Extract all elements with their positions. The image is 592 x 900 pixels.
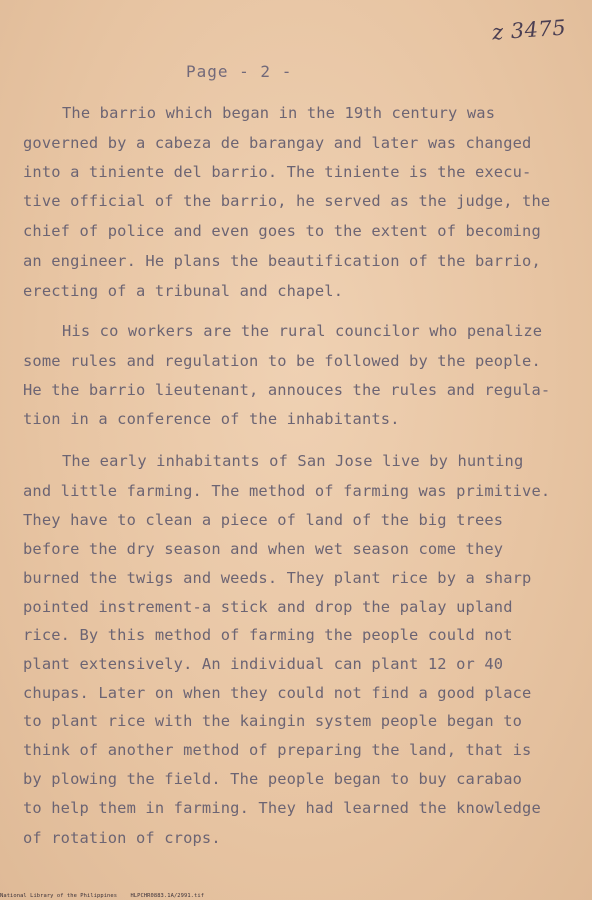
text-line: chupas. Later on when they could not find a good place [23, 684, 532, 702]
text-line: to plant rice with the kaingin system people began to [23, 712, 523, 730]
text-line: The barrio which began in the 19th century was [62, 104, 496, 122]
handwritten-annotation: z 3475 [491, 15, 567, 45]
text-line: The early inhabitants of San Jose live by hunting [62, 452, 524, 470]
scan-footer [0, 893, 214, 899]
text-line: burned the twigs and weeds. They plant rice by a sharp [23, 569, 532, 587]
text-line: chief of police and even goes to the extent of becoming [23, 222, 541, 240]
text-line: erecting of a tribunal and chapel. [23, 282, 344, 300]
library-credit: National Library of the Philippines [0, 893, 118, 899]
text-line: tive official of the barrio, he served as the judge, the [23, 192, 551, 210]
file-name: HLPCHR0883.1A/2991.tif [130, 893, 205, 899]
text-line: into a tiniente del barrio. The tiniente is the execu- [23, 163, 532, 181]
text-line: of rotation of crops. [23, 829, 221, 847]
text-line: some rules and regulation to be followed by the people. [23, 352, 541, 370]
text-line: pointed instrement-a stick and drop the palay upland [23, 598, 513, 616]
text-line: plant extensively. An individual can plant 12 or 40 [23, 655, 504, 673]
page-title: Page - 2 - [186, 62, 293, 81]
text-line: His co workers are the rural councilor who penalize [62, 322, 543, 340]
text-line: think of another method of preparing the land, that is [23, 741, 532, 759]
text-line: and little farming. The method of farming was primitive. [23, 482, 551, 500]
text-line: tion in a conference of the inhabitants. [23, 410, 400, 428]
text-line: rice. By this method of farming the people could not [23, 626, 513, 644]
text-line: governed by a cabeza de barangay and later was changed [23, 134, 532, 152]
text-line: an engineer. He plans the beautification of the barrio, [23, 252, 541, 270]
text-line: He the barrio lieutenant, annouces the rules and regula- [23, 381, 551, 399]
text-line: before the dry season and when wet season come they [23, 540, 504, 558]
text-line: to help them in farming. They had learned the knowledge [23, 799, 541, 817]
text-line: They have to clean a piece of land of the big trees [23, 511, 504, 529]
text-line: by plowing the field. The people began to buy carabao [23, 770, 523, 788]
